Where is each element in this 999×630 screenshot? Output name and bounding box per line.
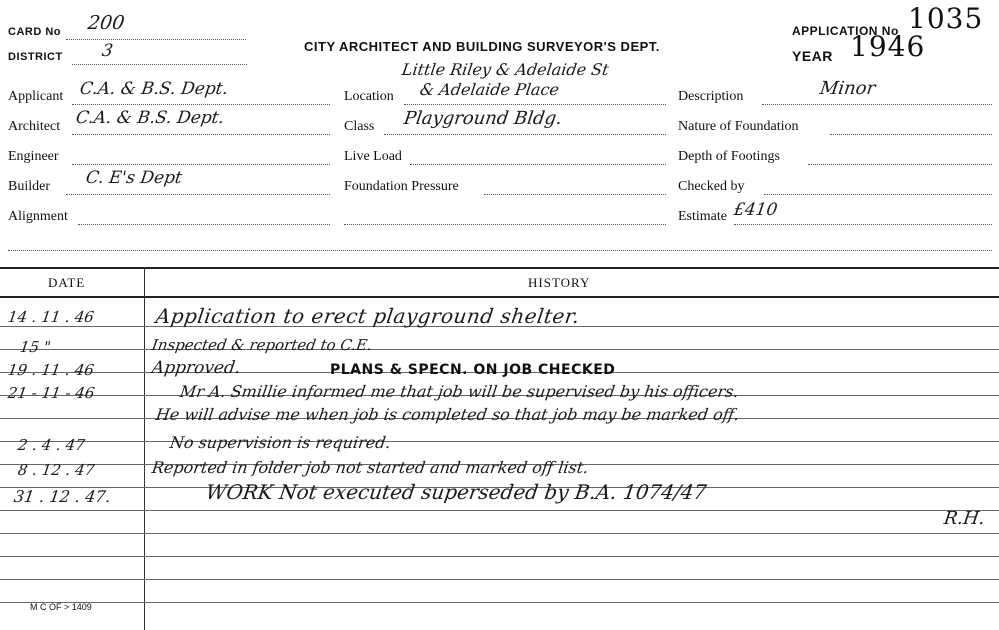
- foundation-pressure-label: Foundation Pressure: [344, 179, 459, 194]
- card-no-value: 200: [86, 12, 126, 34]
- applicant-label: Applicant: [8, 89, 64, 104]
- history-text: Application to erect playground shelter.: [154, 304, 582, 328]
- date-header: DATE: [48, 275, 86, 290]
- history-text: Approved.: [150, 358, 242, 378]
- location-value-line1: Little Riley & Adelaide St: [400, 60, 611, 79]
- history-date: 21 - 11 - 46: [6, 384, 96, 402]
- history-date: 14 . 11 . 46: [6, 308, 96, 326]
- estimate-label: Estimate: [678, 209, 727, 224]
- description-label: Description: [678, 89, 744, 104]
- checked-by-label: Checked by: [678, 179, 745, 194]
- history-date: 15 ": [18, 338, 53, 356]
- location-label: Location: [344, 89, 394, 104]
- initials: R.H.: [942, 508, 987, 529]
- class-value: Playground Bldg.: [402, 108, 564, 129]
- history-date: 31 . 12 . 47.: [12, 487, 113, 506]
- estimate-value: £410: [732, 200, 779, 220]
- history-text: Reported in folder job not started and marked off list.: [150, 458, 590, 477]
- year-value: 1946: [850, 30, 926, 63]
- history-text: He will advise me when job is completed so that job may be marked off.: [154, 405, 741, 424]
- history-date: 8 . 12 . 47: [16, 461, 96, 479]
- form-code: M C OF > 1409: [30, 602, 92, 612]
- card-no-label: CARD No: [8, 26, 61, 38]
- department-title: CITY ARCHITECT AND BUILDING SURVEYOR'S DEPT.: [304, 39, 660, 54]
- nature-of-foundation-label: Nature of Foundation: [678, 119, 799, 134]
- history-header: HISTORY: [528, 275, 591, 290]
- architect-label: Architect: [8, 119, 61, 134]
- history-text: No supervision is required.: [168, 433, 393, 452]
- district-label: DISTRICT: [8, 51, 63, 63]
- description-value: Minor: [818, 78, 877, 99]
- application-no-value: 1035: [908, 2, 984, 35]
- history-text: Mr A. Smillie informed me that job will be supervised by his officers.: [178, 382, 740, 401]
- history-text: WORK Not executed superseded by B.A. 1074/47: [204, 480, 708, 504]
- depth-of-footings-label: Depth of Footings: [678, 149, 780, 164]
- history-text: Inspected & reported to C.E.: [150, 336, 374, 354]
- applicant-value: C.A. & B.S. Dept.: [78, 79, 230, 99]
- location-value-line2: & Adelaide Place: [418, 80, 561, 99]
- history-date: 19 . 11 . 46: [6, 361, 96, 379]
- year-label: YEAR: [792, 48, 833, 64]
- builder-value: C. E's Dept: [84, 168, 184, 188]
- district-value: 3: [100, 41, 115, 61]
- live-load-label: Live Load: [344, 149, 402, 164]
- class-label: Class: [344, 119, 375, 134]
- builder-label: Builder: [8, 179, 50, 194]
- alignment-label: Alignment: [8, 209, 68, 224]
- architect-value: C.A. & B.S. Dept.: [74, 108, 226, 128]
- application-no-label: APPLICATION No: [792, 24, 899, 38]
- history-date: 2 . 4 . 47: [16, 436, 87, 454]
- engineer-label: Engineer: [8, 149, 59, 164]
- approval-stamp: PLANS & SPECN. ON JOB CHECKED: [330, 362, 616, 378]
